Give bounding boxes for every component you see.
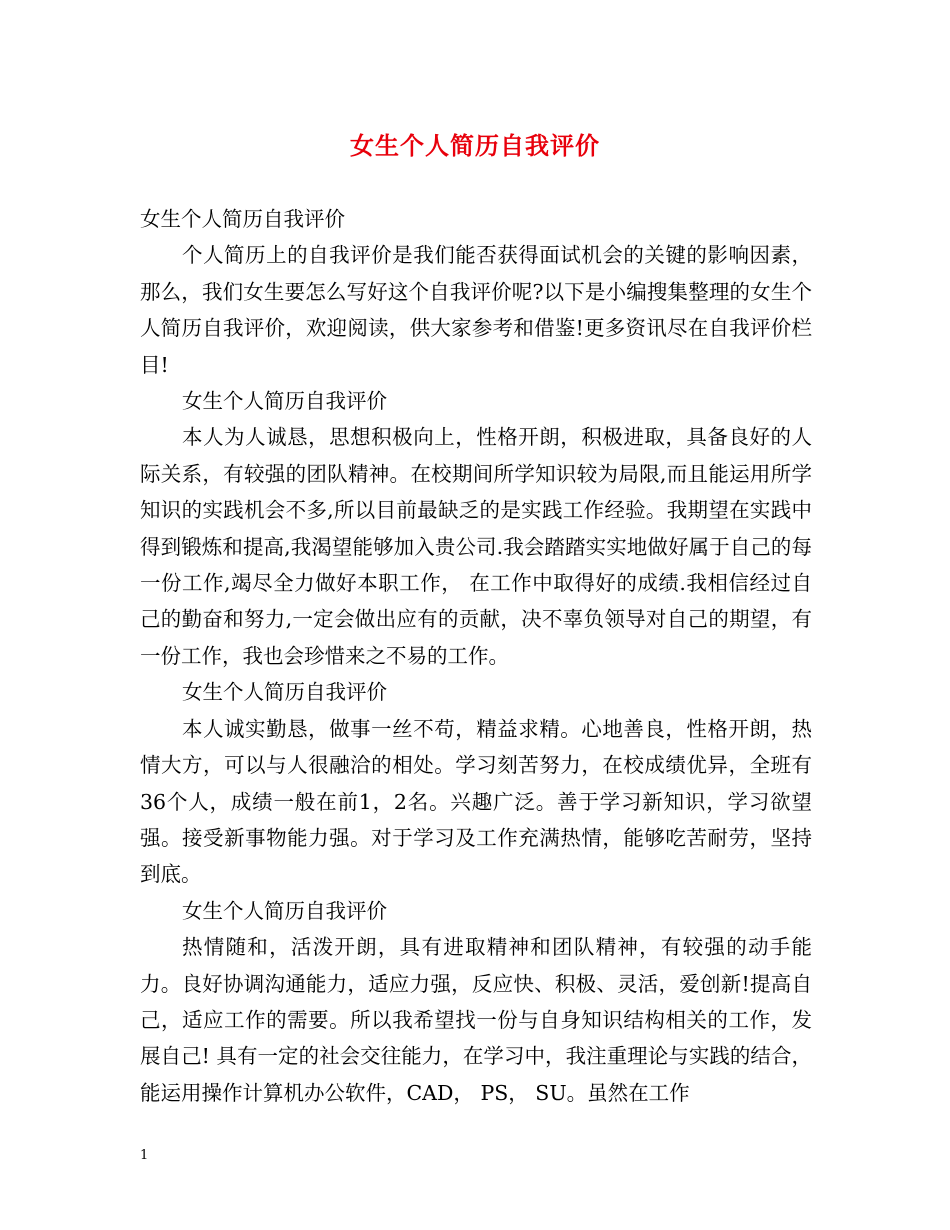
section-body-3: 热情随和，活泼开朗，具有进取精神和团队精神，有较强的动手能力。良好协调沟通能力，适应力强，反应快、积极、灵活，爱创新!提高自己，适应工作的需要。所以我希望找一份与自身知识结构相关的工作，发展自己! 具有一定的社会交往能力，在学习中，我注重理论与实践的结合，能运用操作计算机办公软件，CAD， PS， SU。虽然在工作 [140,935,812,1105]
section-body-2: 本人诚实勤恳，做事一丝不苟，精益求精。心地善良，性格开朗，热情大方，可以与人很融洽的相处。学习刻苦努力，在校成绩优异，全班有36个人，成绩一般在前1，2名。兴趣广泛。善于学习新知识，学习欲望强。接受新事物能力强。对于学习及工作充满热情，能够吃苦耐劳，坚持到底。 [140,716,812,887]
document-body [140,201,812,1111]
page-number: 1 [140,1148,149,1163]
paragraph-intro: 个人简历上的自我评价是我们能否获得面试机会的关键的影响因素，那么，我们女生要怎么写好这个自我评价呢?以下是小编搜集整理的女生个人简历自我评价，欢迎阅读，供大家参考和借鉴!更多资讯尽在自我评价栏目! [140,243,812,377]
section-heading-3: 女生个人简历自我评价 [182,898,387,923]
section-body-1: 本人为人诚恳，思想积极向上，性格开朗，积极进取，具备良好的人际关系，有较强的团队精神。在校期间所学知识较为局限,而且能运用所学知识的实践机会不多,所以目前最缺乏的是实践工作经验。我期望在实践中得到锻炼和提高,我渴望能够加入贵公司.我会踏踏实实地做好属于自己的每一份工作,竭尽全力做好本职工作， 在工作中取得好的成绩.我相信经过自己的勤奋和努力,一定会做出应有的贡献，决不辜负领导对自己的期望，有一份工作，我也会珍惜来之不易的工作。 [140,425,812,668]
paragraph-heading: 女生个人简历自我评价 [140,207,345,231]
section-heading-1: 女生个人简历自我评价 [182,389,387,414]
document-title: 女生个人简历自我评价 [350,131,600,160]
section-heading-2: 女生个人简历自我评价 [182,680,387,705]
